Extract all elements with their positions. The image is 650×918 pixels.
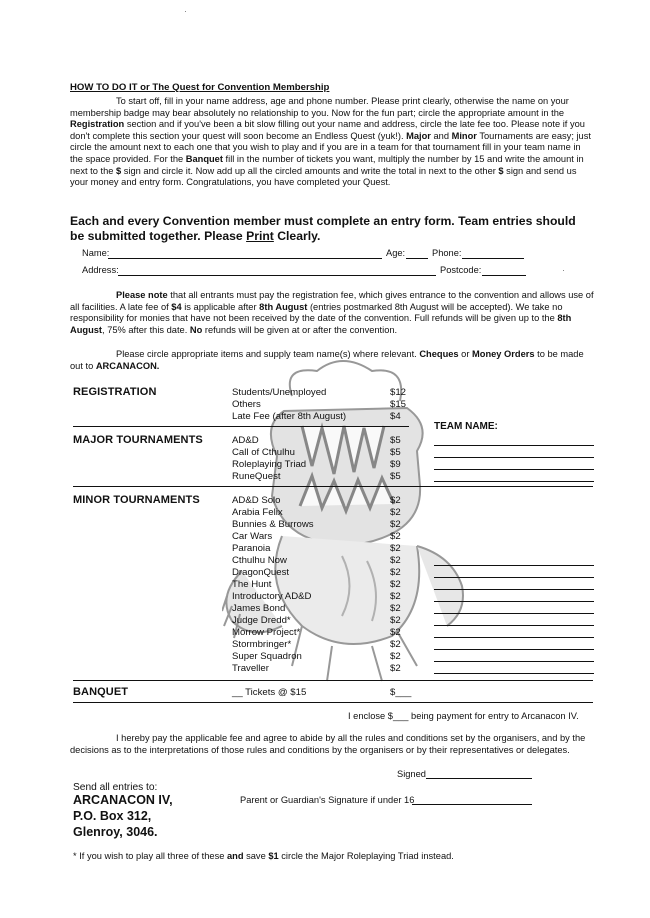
team-name-field[interactable] xyxy=(434,673,594,674)
minor-item-price[interactable]: $2 xyxy=(390,543,401,554)
fee-note-paragraph: Please note that all entrants must pay the registration fee, which gives entrance to the convention and allows use of all facilities. A late fee of $4 is applicable after 8th August (entries postmarked 8th August will be accepted). We take no responsibility for monies that have not been received by the date of the convention. Full refunds will be given up to the 8th August, 75% after this date. No refunds will be given at or after the convention. xyxy=(70,290,594,335)
team-name-field[interactable] xyxy=(434,565,594,566)
agreement-paragraph: I hereby pay the applicable fee and agree to abide by all the rules and conditions set by the organisers, and by the decisions as to the interpretations of those rules and conditions by the organisers or by their representatives or delegates. xyxy=(70,733,586,755)
registration-item-label: Late Fee (after 8th August) xyxy=(232,411,347,422)
signed-label: Signed xyxy=(397,769,426,779)
signature-field[interactable] xyxy=(426,778,532,779)
team-name-field[interactable] xyxy=(434,445,594,446)
age-label: Age: xyxy=(386,248,406,258)
team-name-field[interactable] xyxy=(434,661,594,662)
banquet-section-title: BANQUET xyxy=(73,686,129,698)
send-to-label: Send all entries to: xyxy=(73,782,158,793)
team-name-field[interactable] xyxy=(434,481,594,482)
minor-item-label: Morrow Project* xyxy=(232,627,301,638)
minor-item-label: DragonQuest xyxy=(232,567,290,578)
minor-item-price[interactable]: $2 xyxy=(390,555,401,566)
enclose-statement: I enclose $___ being payment for entry to Arcanacon IV. xyxy=(348,711,579,721)
minor-item-price[interactable]: $2 xyxy=(390,639,401,650)
team-name-field[interactable] xyxy=(434,577,594,578)
major-item-label: AD&D xyxy=(232,435,259,446)
banquet-tickets[interactable]: __ Tickets @ $15 xyxy=(232,687,307,698)
address-label: Address: xyxy=(82,265,119,275)
major-item-price[interactable]: $5 xyxy=(390,471,401,482)
major-section-title: MAJOR TOURNAMENTS xyxy=(73,434,203,446)
section-divider xyxy=(73,486,593,487)
minor-item-price[interactable]: $2 xyxy=(390,567,401,578)
team-name-field[interactable] xyxy=(434,589,594,590)
minor-item-price[interactable]: $2 xyxy=(390,591,401,602)
address-field[interactable] xyxy=(118,275,436,276)
minor-item-price[interactable]: $2 xyxy=(390,603,401,614)
section-divider xyxy=(73,680,593,681)
section-divider xyxy=(73,426,409,427)
minor-item-label: Traveller xyxy=(232,663,269,674)
minor-item-price[interactable]: $2 xyxy=(390,615,401,626)
team-name-field[interactable] xyxy=(434,613,594,614)
registration-item-label: Others xyxy=(232,399,261,410)
banquet-price[interactable]: $___ xyxy=(390,687,412,698)
minor-item-label: Judge Dredd* xyxy=(232,615,291,626)
name-label: Name: xyxy=(82,248,110,258)
registration-section-title: REGISTRATION xyxy=(73,386,157,398)
name-field[interactable] xyxy=(108,258,382,259)
major-item-label: Roleplaying Triad xyxy=(232,459,307,470)
circle-note-paragraph: Please circle appropriate items and supply team name(s) where relevant. Cheques or Money Orders to be made out to ARCANACON. xyxy=(70,349,584,371)
minor-item-price[interactable]: $2 xyxy=(390,663,401,674)
registration-item-label: Students/Unemployed xyxy=(232,387,327,398)
address-line: P.O. Box 312, xyxy=(73,809,152,823)
minor-item-price[interactable]: $2 xyxy=(390,579,401,590)
address-line: ARCANACON IV, xyxy=(73,793,173,807)
scan-speck xyxy=(563,270,564,271)
address-line: Glenroy, 3046. xyxy=(73,825,158,839)
minor-item-price[interactable]: $2 xyxy=(390,651,401,662)
phone-label: Phone: xyxy=(432,248,462,258)
footnote: * If you wish to play all three of these and save $1 circle the Major Roleplaying Triad instead. xyxy=(73,851,454,861)
major-item-label: Call of Cthulhu xyxy=(232,447,295,458)
minor-item-label: Introductory AD&D xyxy=(232,591,312,602)
postcode-label: Postcode: xyxy=(440,265,482,275)
minor-item-label: Cthulhu Now xyxy=(232,555,287,566)
registration-item-price[interactable]: $12 xyxy=(390,387,407,398)
minor-item-price[interactable]: $2 xyxy=(390,627,401,638)
minor-section-title: MINOR TOURNAMENTS xyxy=(73,494,200,506)
minor-item-label: Bunnies & Burrows xyxy=(232,519,314,530)
team-name-field[interactable] xyxy=(434,601,594,602)
minor-item-label: Super Squadron xyxy=(232,651,302,662)
guardian-signature-label: Parent or Guardian's Signature if under 16 xyxy=(240,795,415,805)
minor-item-label: The Hunt xyxy=(232,579,272,590)
major-item-price[interactable]: $5 xyxy=(390,435,401,446)
instructions-paragraph: To start off, fill in your name address, age and phone number. Please print clearly, otherwise the name on your membership badge may bear absolutely no relationship to you. Now for the fun part; circle the appropriate amount in the Registration section and if you've been a bit slow filling out your name and address, circle the late fee too. Please note if you don't complete this section your quest will soon become an Endless Quest (yuk!). Major and Minor Tournaments are easy; just circle the amount next to each one that you wish to play and if you are in a team for that tournament fill in your team name in the space provided. For the Banquet fill in the number of tickets you want, multiply the number by 15 and write the amount in next to the $ sign and circle it. Now add up all the circled amounts and write the total in next to the other $ sign and send us your money and entry form. Congratulations, you have completed your Quest. xyxy=(70,96,591,188)
registration-item-price[interactable]: $15 xyxy=(390,399,407,410)
major-item-label: RuneQuest xyxy=(232,471,281,482)
team-name-field[interactable] xyxy=(434,649,594,650)
notice-line-2: be submitted together. Please Print Clearly. xyxy=(70,228,321,243)
minor-item-label: AD&D Solo xyxy=(232,495,281,506)
team-name-label: TEAM NAME: xyxy=(434,421,498,432)
team-name-field[interactable] xyxy=(434,625,594,626)
team-name-field[interactable] xyxy=(434,637,594,638)
minor-item-label: James Bond xyxy=(232,603,286,614)
minor-item-price[interactable]: $2 xyxy=(390,531,401,542)
minor-item-price[interactable]: $2 xyxy=(390,495,401,506)
team-name-field[interactable] xyxy=(434,469,594,470)
postcode-field[interactable] xyxy=(482,275,526,276)
minor-item-label: Stormbringer* xyxy=(232,639,292,650)
minor-item-label: Car Wars xyxy=(232,531,273,542)
guardian-signature-field[interactable] xyxy=(412,804,532,805)
entry-form-notice xyxy=(70,214,610,243)
section-divider xyxy=(73,702,593,703)
minor-item-price[interactable]: $2 xyxy=(390,507,401,518)
registration-item-price[interactable]: $4 xyxy=(390,411,401,422)
team-name-field[interactable] xyxy=(434,457,594,458)
scan-speck xyxy=(185,11,186,12)
instructions-heading: HOW TO DO IT or The Quest for Convention Membership xyxy=(70,82,330,93)
minor-item-price[interactable]: $2 xyxy=(390,519,401,530)
minor-item-label: Arabia Felix xyxy=(232,507,283,518)
major-item-price[interactable]: $5 xyxy=(390,447,401,458)
major-item-price[interactable]: $9 xyxy=(390,459,401,470)
phone-field[interactable] xyxy=(462,258,524,259)
age-field[interactable] xyxy=(406,258,428,259)
minor-item-label: Paranoia xyxy=(232,543,271,554)
notice-line-1: Each and every Convention member must complete an entry form. Team entries should xyxy=(70,214,576,228)
